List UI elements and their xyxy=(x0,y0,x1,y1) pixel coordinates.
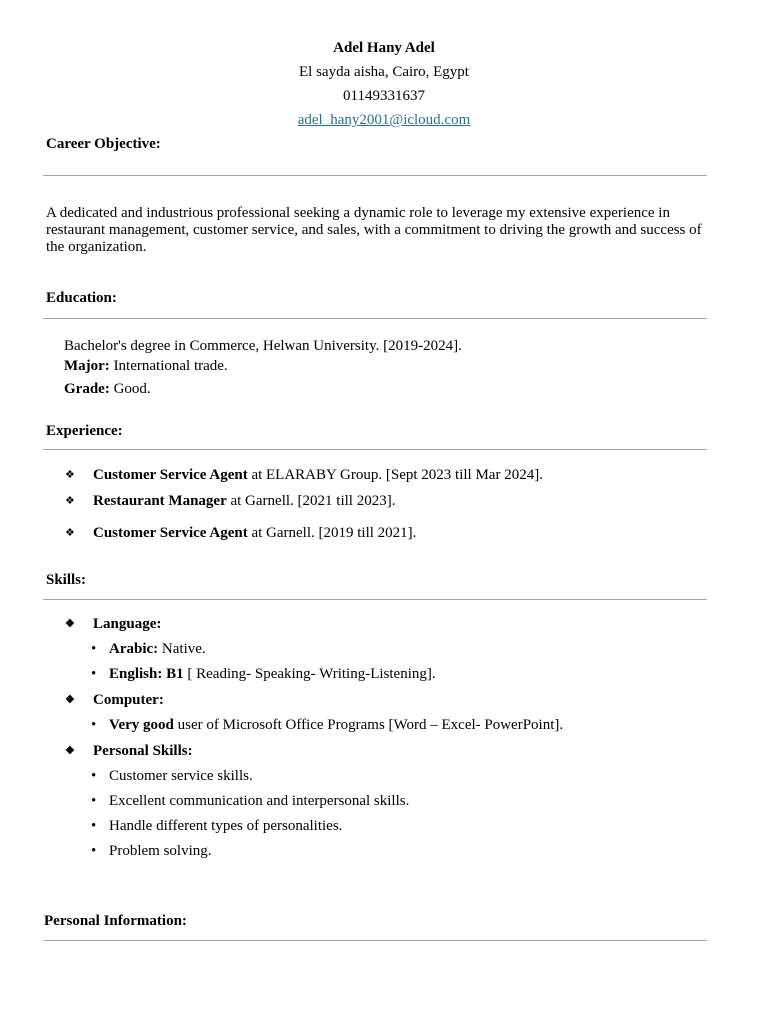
skill-category-label: Language: xyxy=(93,616,162,632)
experience-role: Customer Service Agent xyxy=(93,467,248,483)
skill-category-language xyxy=(64,611,563,637)
skill-item-value: [ Reading- Speaking- Writing-Listening]. xyxy=(183,666,436,682)
skills-divider xyxy=(43,599,707,600)
career-objective-divider xyxy=(43,175,707,176)
major-value: International trade. xyxy=(109,358,228,374)
experience-item xyxy=(64,488,543,514)
applicant-phone: 01149331637 xyxy=(343,88,425,104)
career-objective-text: A dedicated and industrious professional seeking a dynamic role to leverage my extensive experience in restaurant management, customer service, and sales, with a commitment to driving the growth and success of the organization. xyxy=(46,205,702,255)
skill-item-label: Very good xyxy=(109,717,174,733)
diamond-bullet-icon: ❖ xyxy=(65,694,75,706)
experience-item xyxy=(64,520,543,546)
experience-heading: Experience: xyxy=(46,423,123,439)
bullet-icon: • xyxy=(91,717,97,733)
diamond-bullet-icon: ❖ xyxy=(65,469,75,481)
skill-item-label: Arabic: xyxy=(109,641,159,657)
experience-role: Restaurant Manager xyxy=(93,493,227,509)
major-label: Major: xyxy=(64,358,110,374)
skill-category-computer xyxy=(64,687,563,713)
skill-item-value: Customer service skills. xyxy=(109,768,253,784)
email-link[interactable]: adel_hany2001@icloud.com xyxy=(297,112,471,128)
skill-item xyxy=(64,814,563,839)
experience-role: Customer Service Agent xyxy=(93,525,248,541)
grade-value: Good. xyxy=(109,381,151,397)
bullet-icon: • xyxy=(91,768,97,784)
skill-item-value: Problem solving. xyxy=(109,843,212,859)
skills-list xyxy=(64,611,563,864)
skill-category-personal xyxy=(64,738,563,764)
experience-details: at ELARABY Group. [Sept 2023 till Mar 2024]. xyxy=(247,467,543,483)
career-objective-heading: Career Objective: xyxy=(46,136,161,152)
bullet-icon: • xyxy=(91,641,97,657)
experience-list xyxy=(64,462,543,546)
bullet-icon: • xyxy=(91,843,97,859)
diamond-bullet-icon: ❖ xyxy=(65,745,75,757)
education-grade xyxy=(64,379,462,399)
personal-information-heading: Personal Information: xyxy=(44,913,187,929)
skill-item-value: Excellent communication and interpersonal skills. xyxy=(109,793,410,809)
education-major xyxy=(64,356,462,376)
bullet-icon: • xyxy=(91,666,97,682)
education-heading: Education: xyxy=(46,290,117,306)
skill-category-label: Personal Skills: xyxy=(93,743,193,759)
skill-item xyxy=(64,713,563,738)
experience-details: at Garnell. [2019 till 2021]. xyxy=(247,525,417,541)
diamond-bullet-icon: ❖ xyxy=(65,618,75,630)
skill-item-value: Handle different types of personalities. xyxy=(109,818,343,834)
bullet-icon: • xyxy=(91,793,97,809)
education-degree: Bachelor's degree in Commerce, Helwan University. [2019-2024]. xyxy=(64,338,462,354)
experience-divider xyxy=(43,449,707,450)
skill-item-value: user of Microsoft Office Programs [Word – Excel- PowerPoint]. xyxy=(173,717,564,733)
education-divider xyxy=(43,318,707,319)
applicant-name: Adel Hany Adel xyxy=(333,40,435,56)
skill-item-label: English: B1 xyxy=(109,666,184,682)
skill-item xyxy=(64,662,563,687)
education-block xyxy=(64,336,462,399)
applicant-address: El sayda aisha, Cairo, Egypt xyxy=(299,64,469,80)
skill-item xyxy=(64,637,563,662)
resume-header xyxy=(0,0,768,132)
grade-label: Grade: xyxy=(64,381,110,397)
personal-information-divider xyxy=(43,940,707,941)
skill-item-value: Native. xyxy=(158,641,206,657)
diamond-bullet-icon: ❖ xyxy=(65,527,75,539)
experience-item xyxy=(64,462,543,488)
skill-category-label: Computer: xyxy=(93,692,164,708)
skills-heading: Skills: xyxy=(46,572,87,588)
experience-details: at Garnell. [2021 till 2023]. xyxy=(226,493,396,509)
bullet-icon: • xyxy=(91,818,97,834)
skill-item xyxy=(64,764,563,789)
skill-item xyxy=(64,839,563,864)
skill-item xyxy=(64,789,563,814)
diamond-bullet-icon: ❖ xyxy=(65,495,75,507)
